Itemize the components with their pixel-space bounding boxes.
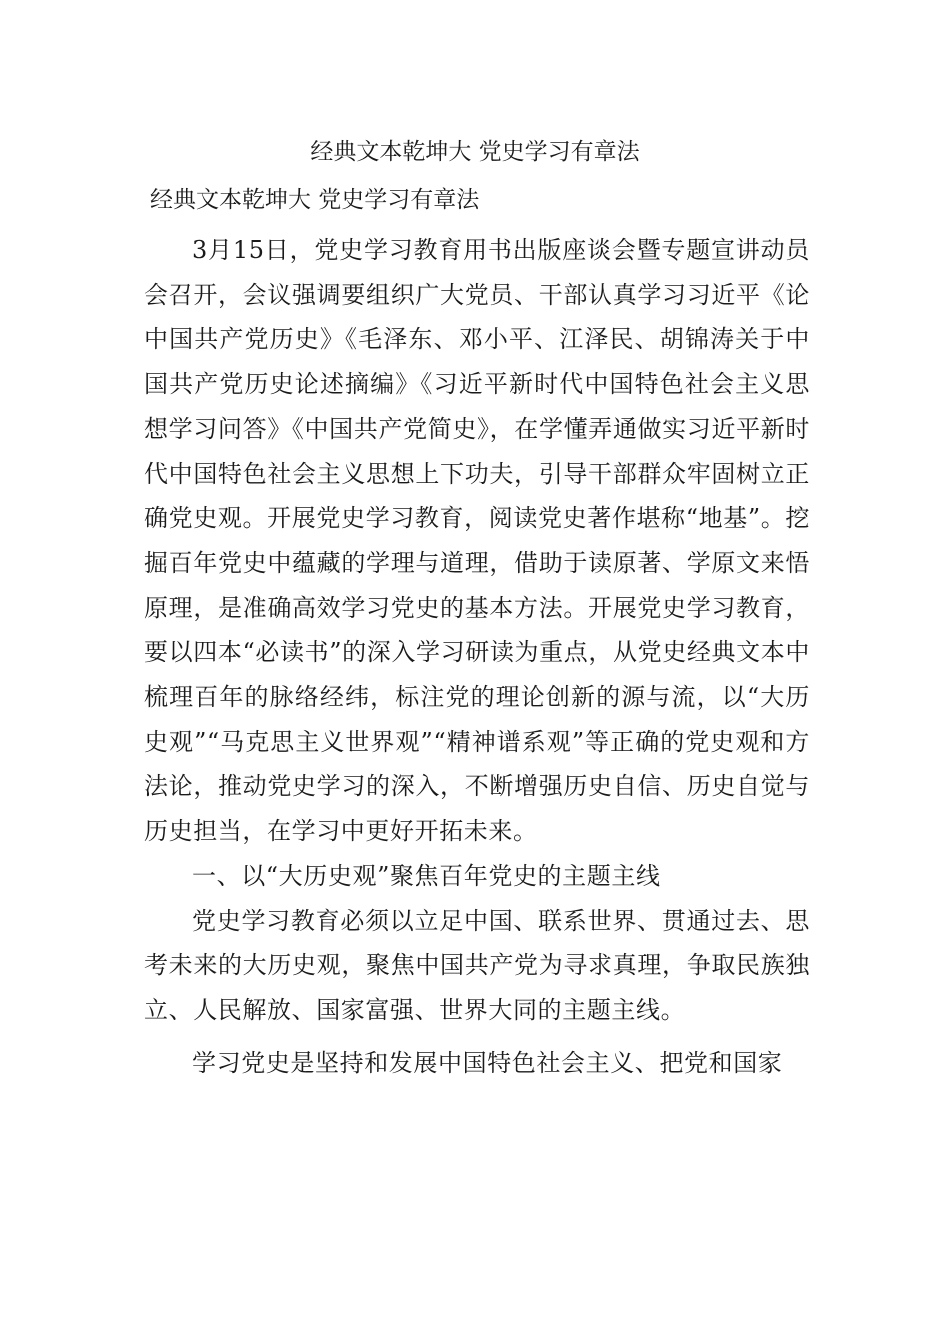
document-subtitle: 经典文本乾坤大 党史学习有章法 xyxy=(150,187,480,213)
section-heading-1: 一、以“大历史观”聚焦百年党史的主题主线 xyxy=(192,861,661,890)
paragraph-intro: 3月15日，党史学习教育用书出版座谈会暨专题宣讲动员会召开，会议强调要组织广大党员、干部认真学习习近平《论中国共产党历史》《毛泽东、邓小平、江泽民、胡锦涛关于中国共产党历史论述摘编》《习近平新时代中国特色社会主义思想学习问答》《中国共产党简史》，在学懂弄通做实习近平新时代中国特色社会主义思想上下功夫，引导干部群众牢固树立正确党史观。开展党史学习教育，阅读党史著作堪称“地基”。挖掘百年党史中蕴藏的学理与道理，借助于读原著、学原文来悟原理，是准确高效学习党史的基本方法。开展党史学习教育，要以四本“必读书”的深入学习研读为重点，从党史经典文本中梳理百年的脉络经纬，标注党的理论创新的源与流，以“大历史观”“马克思主义世界观”“精神谱系观”等正确的党史观和方法论，推动党史学习的深入，不断增强历史自信、历史自觉与历史担当，在学习中更好开拓未来。 xyxy=(144,236,810,846)
paragraph-section-1: 党史学习教育必须以立足中国、联系世界、贯通过去、思考未来的大历史观，聚焦中国共产党为寻求真理，争取民族独立、人民解放、国家富强、世界大同的主题主线。 xyxy=(144,906,810,1024)
paragraph-continued: 学习党史是坚持和发展中国特色社会主义、把党和国家 xyxy=(192,1048,783,1077)
document-body xyxy=(144,228,810,1085)
document-title: 经典文本乾坤大 党史学习有章法 xyxy=(310,139,640,165)
